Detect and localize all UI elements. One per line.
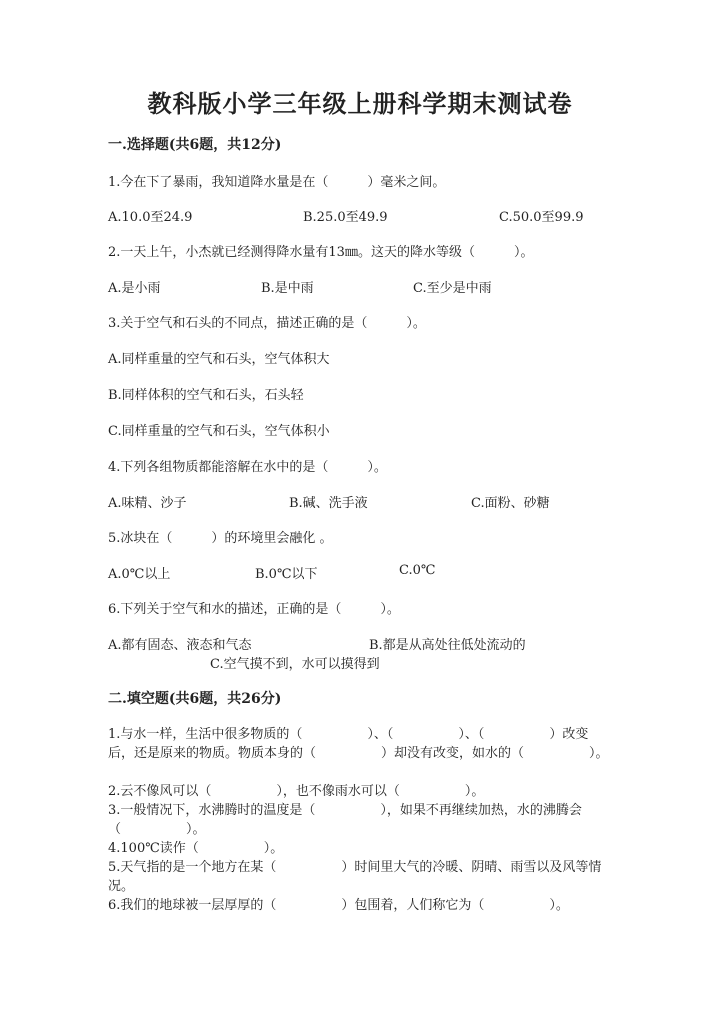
question-6: 6.下列关于空气和水的描述，正确的是（ ）。 bbox=[108, 602, 400, 617]
q3-option-a: A.同样重量的空气和石头，空气体积大 bbox=[108, 352, 330, 367]
q4-option-c: C.面粉、砂糖 bbox=[471, 496, 550, 511]
section-heading-choice: 一.选择题(共6题，共12分) bbox=[108, 137, 282, 153]
question-2: 2.一天上午，小杰就已经测得降水量有13㎜。这天的降水等级（ ）。 bbox=[108, 245, 534, 260]
fill-question-5: 5.天气指的是一个地方在某（ ）时间里大气的冷暖、阴晴、雨雪以及风等情况。 bbox=[108, 860, 602, 894]
q2-option-b: B.是中雨 bbox=[261, 281, 314, 296]
fill-question-4: 4.100℃读作（ ）。 bbox=[108, 841, 284, 856]
q4-option-b: B.碱、洗手液 bbox=[289, 496, 368, 511]
page-title: 教科版小学三年级上册科学期末测试卷 bbox=[147, 89, 573, 118]
q4-option-a: A.味精、沙子 bbox=[108, 496, 187, 511]
fill-question-6: 6.我们的地球被一层厚厚的（ ）包围着，人们称它为（ ）。 bbox=[108, 898, 569, 913]
q5-option-b: B.0℃以下 bbox=[255, 567, 318, 582]
question-3: 3.关于空气和石头的不同点，描述正确的是（ ）。 bbox=[108, 316, 426, 331]
section-heading-fill: 二.填空题(共6题，共26分) bbox=[108, 691, 282, 707]
fill-question-2: 2.云不像风可以（ ），也不像雨水可以（ ）。 bbox=[108, 784, 485, 799]
q3-option-b: B.同样体积的空气和石头，石头轻 bbox=[108, 388, 304, 403]
q2-option-c: C.至少是中雨 bbox=[413, 281, 492, 296]
fill-question-3: 3.一般情况下，水沸腾时的温度是（ ），如果不再继续加热，水的沸腾会（ ）。 bbox=[108, 803, 582, 837]
q1-option-a: A.10.0至24.9 bbox=[108, 210, 193, 225]
q5-option-a: A.0℃以上 bbox=[108, 567, 171, 582]
q2-option-a: A.是小雨 bbox=[108, 281, 161, 296]
question-5: 5.冰块在（ ）的环境里会融化 。 bbox=[108, 531, 333, 546]
q3-option-c: C.同样重量的空气和石头，空气体积小 bbox=[108, 424, 330, 439]
question-1: 1.今在下了暴雨，我知道降水量是在（ ）毫米之间。 bbox=[108, 175, 446, 190]
question-4: 4.下列各组物质都能溶解在水中的是（ ）。 bbox=[108, 460, 387, 475]
q6-option-b: B.都是从高处往低处流动的 bbox=[369, 638, 526, 653]
q6-option-a: A.都有固态、液态和气态 bbox=[108, 638, 252, 653]
q5-option-c: C.0℃ bbox=[399, 563, 436, 578]
q1-option-b: B.25.0至49.9 bbox=[303, 210, 388, 225]
q6-option-c: C.空气摸不到，水可以摸得到 bbox=[210, 657, 380, 672]
q1-option-c: C.50.0至99.9 bbox=[499, 210, 584, 225]
fill-question-1: 1.与水一样，生活中很多物质的（ ）、（ ）、（ ）改变后，还是原来的物质。物质本身的（ ）却没有改变，如水的（ ）。 bbox=[108, 727, 609, 761]
